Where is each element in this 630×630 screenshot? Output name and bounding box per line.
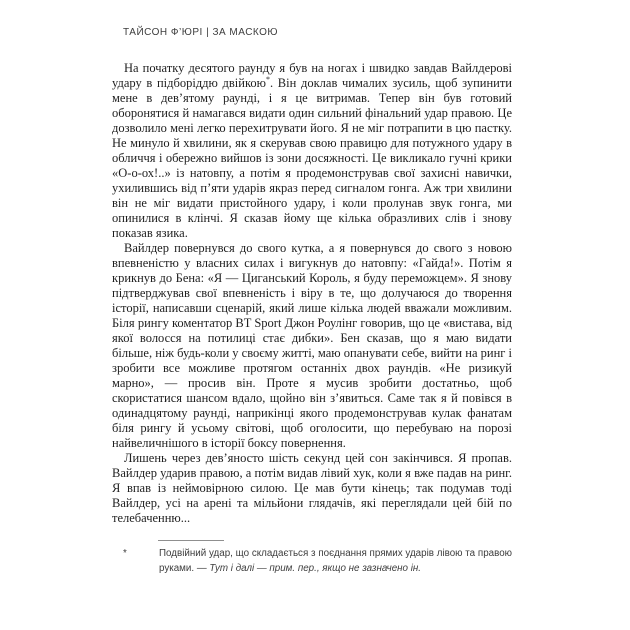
footnote-area	[122, 540, 512, 576]
paragraph-1-text: На початку десятого раунду я був на ногах і швидко завдав Вайлдерові удару в підборіддю двійкою	[112, 61, 512, 90]
paragraph-3: Лишень через дев’яносто шість секунд цей сон закінчився. Я пропав. Вайлдер ударив правою, а потім видав лівий хук, коли я вже падав на ринг. Я впав із неймовірною силою. Це мав бути кінець; так подумав тоді Вайлдер, усі на арені та мільйони глядачів, які переглядали цей бій по телебаченню...	[112, 451, 512, 525]
footnote-text-regular: Подвійний удар, що складається з поєднання прямих ударів лівою та правою руками. —	[159, 548, 512, 574]
footnote	[122, 546, 512, 576]
footnote-divider	[158, 540, 224, 541]
paragraph-1	[112, 61, 512, 241]
footnote-text-italic: Тут і далі — прим. пер., якщо не зазначено ін.	[209, 563, 422, 574]
footnote-marker: *	[123, 548, 127, 559]
paragraph-1-continued: . Він доклав чималих зусиль, щоб зупинити мене в дев’ятому раунді, і я це витримав. Тепер він був готовий оборонятися й намагався видати один сильний фінальний удар правою. Це дозволило мені легко перехитрувати його. Я не міг потрапити в цю пастку. Не минуло й хвилини, як я скерував свою правицю для потужного удару в обличчя і обережно вийшов із зони досяжності. Це викликало гучні крики «О-о-ох!..» із натовпу, а потім я продемонстрував свої захисні навички, ухилившись від п’яти ударів якраз перед сигналом гонга. Аж три хвилини він не міг видати пристойного удару, і коли пролунав звук гонга, ми опинилися в клінчі. Я сказав йому ще кілька образливих слів і знову показав язика.	[112, 76, 512, 240]
footnote-text	[159, 546, 512, 576]
paragraph-2: Вайлдер повернувся до свого кутка, а я повернувся до свого з новою впевненістю у власних силах і вигукнув до натовпу: «Гайда!». Потім я крикнув до Бена: «Я — Циганський Король, я буду переможцем». Я знову підтверджував свої впевненість і віру в те, що долучаюся до творення історії, написавши сценарій, який лише кілька людей вважали можливим. Біля рингу коментатор BT Sport Джон Роулінг говорив, що це «вистава, від якої волосся на потилиці стає дибки». Бен сказав, що я маю видати більше, ніж будь-коли у своєму житті, маю опанувати себе, вийти на ринг і зробити все можливе протягом останніх двох раундів. «Не ризикуй марно», — просив він. Проте я мусив зробити достатньо, щоб скористатися шансом вдало, щойно він з’явиться. Саме так я й повівся в одинадцятому раунді, наприкінці якого продемонстрував кулак фанатам біля рингу й усьому світові, щоб оголосити, що перебуваю на порозі найвеличнішого в історії боксу повернення.	[112, 241, 512, 450]
running-header: ТАЙСОН Ф’ЮРІ | ЗА МАСКОЮ	[123, 27, 279, 38]
footnote-reference-asterisk: *	[266, 74, 270, 84]
body-text	[112, 61, 512, 526]
